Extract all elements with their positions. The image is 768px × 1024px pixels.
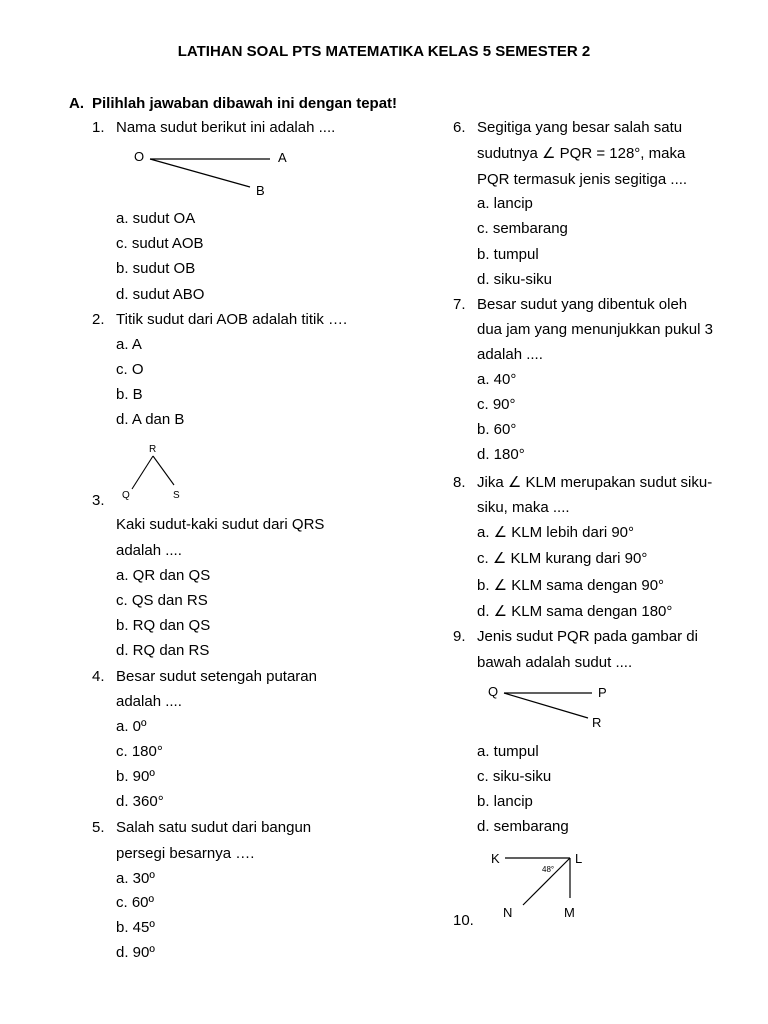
angle-klm-figure — [485, 845, 595, 925]
answer-option: c. 60º — [116, 894, 154, 911]
answer-option: c. ∠ KLM kurang dari 90° — [477, 550, 648, 567]
question-number: 6. — [453, 119, 466, 136]
question-number: 5. — [92, 819, 105, 836]
answer-option: a. sudut OA — [116, 210, 196, 227]
question-text: siku, maka .... — [477, 499, 570, 516]
point-label-a: A — [278, 150, 287, 165]
question-number: 3. — [92, 492, 105, 509]
question-text: dua jam yang menunjukkan pukul 3 — [477, 321, 713, 338]
answer-option: b. 60° — [477, 421, 517, 438]
question-number: 2. — [92, 311, 105, 328]
question-number: 10. — [453, 912, 474, 929]
answer-option: c. sudut AOB — [116, 235, 204, 252]
question-text: PQR termasuk jenis segitiga .... — [477, 171, 688, 188]
answer-option: b. sudut OB — [116, 260, 196, 277]
question-text: Besar sudut setengah putaran — [116, 668, 317, 685]
answer-option: a. 30º — [116, 870, 155, 887]
question-text: Nama sudut berikut ini adalah .... — [116, 119, 336, 136]
point-label-l: L — [575, 851, 583, 866]
point-label-k: K — [491, 851, 500, 866]
answer-option: d. 360° — [116, 793, 164, 810]
question-text: adalah .... — [116, 693, 182, 710]
point-label-p: P — [598, 685, 607, 700]
point-label-q: Q — [122, 490, 130, 501]
answer-option: b. ∠ KLM sama dengan 90° — [477, 577, 665, 594]
point-label-r: R — [592, 715, 602, 730]
question-text: Salah satu sudut dari bangun — [116, 819, 312, 836]
answer-option: b. 90º — [116, 768, 155, 785]
question-text: Jenis sudut PQR pada gambar di — [477, 628, 698, 645]
question-number: 4. — [92, 668, 105, 685]
answer-option: b. lancip — [477, 793, 533, 810]
answer-option: d. ∠ KLM sama dengan 180° — [477, 603, 673, 620]
answer-option: c. QS dan RS — [116, 592, 208, 609]
angle-aob-figure — [128, 145, 298, 200]
answer-option: d. 90º — [116, 944, 155, 961]
angle-label: 48° — [542, 865, 555, 874]
answer-option: d. siku-siku — [477, 271, 553, 288]
answer-option: d. 180° — [477, 446, 525, 463]
question-text: sudutnya ∠ PQR = 128°, maka — [477, 145, 686, 162]
question-text: adalah .... — [477, 346, 543, 363]
answer-option: c. 90° — [477, 396, 516, 413]
answer-option: d. RQ dan RS — [116, 642, 210, 659]
point-label-q: Q — [488, 684, 499, 699]
answer-option: a. 40° — [477, 371, 517, 388]
question-text: bawah adalah sudut .... — [477, 654, 633, 671]
answer-option: c. siku-siku — [477, 768, 552, 785]
answer-option: a. lancip — [477, 195, 533, 212]
section-instruction: Pilihlah jawaban dibawah ini dengan tepat! — [92, 95, 398, 112]
answer-option: d. sembarang — [477, 818, 569, 835]
answer-option: b. RQ dan QS — [116, 617, 211, 634]
question-text: persegi besarnya …. — [116, 845, 255, 862]
point-label-n: N — [503, 905, 513, 920]
page-title: LATIHAN SOAL PTS MATEMATIKA KELAS 5 SEMESTER 2 — [177, 43, 591, 60]
angle-qrs-figure — [118, 440, 188, 505]
point-label-b: B — [256, 183, 265, 198]
answer-option: b. tumpul — [477, 246, 539, 263]
answer-option: a. tumpul — [477, 743, 539, 760]
section-letter: A. — [69, 95, 84, 112]
question-text: Segitiga yang besar salah satu — [477, 119, 683, 136]
question-number: 8. — [453, 474, 466, 491]
point-label-o: O — [134, 149, 145, 164]
question-number: 9. — [453, 628, 466, 645]
question-text: Titik sudut dari AOB adalah titik …. — [116, 311, 348, 328]
question-text: adalah .... — [116, 542, 182, 559]
answer-option: a. 0º — [116, 718, 147, 735]
answer-option: c. 180° — [116, 743, 163, 760]
answer-option: d. A dan B — [116, 411, 185, 428]
angle-pqr-figure — [482, 680, 622, 735]
answer-option: a. QR dan QS — [116, 567, 211, 584]
answer-option: a. ∠ KLM lebih dari 90° — [477, 524, 635, 541]
point-label-m: M — [564, 905, 575, 920]
question-text: Kaki sudut-kaki sudut dari QRS — [116, 516, 325, 533]
question-number: 1. — [92, 119, 105, 136]
answer-option: d. sudut ABO — [116, 286, 205, 303]
question-number: 7. — [453, 296, 466, 313]
answer-option: b. B — [116, 386, 143, 403]
answer-option: c. O — [116, 361, 144, 378]
question-text: Besar sudut yang dibentuk oleh — [477, 296, 688, 313]
point-label-r: R — [149, 444, 157, 455]
answer-option: a. A — [116, 336, 142, 353]
point-label-s: S — [173, 490, 180, 501]
answer-option: c. sembarang — [477, 220, 568, 237]
answer-option: b. 45º — [116, 919, 155, 936]
question-text: Jika ∠ KLM merupakan sudut siku- — [477, 474, 713, 491]
